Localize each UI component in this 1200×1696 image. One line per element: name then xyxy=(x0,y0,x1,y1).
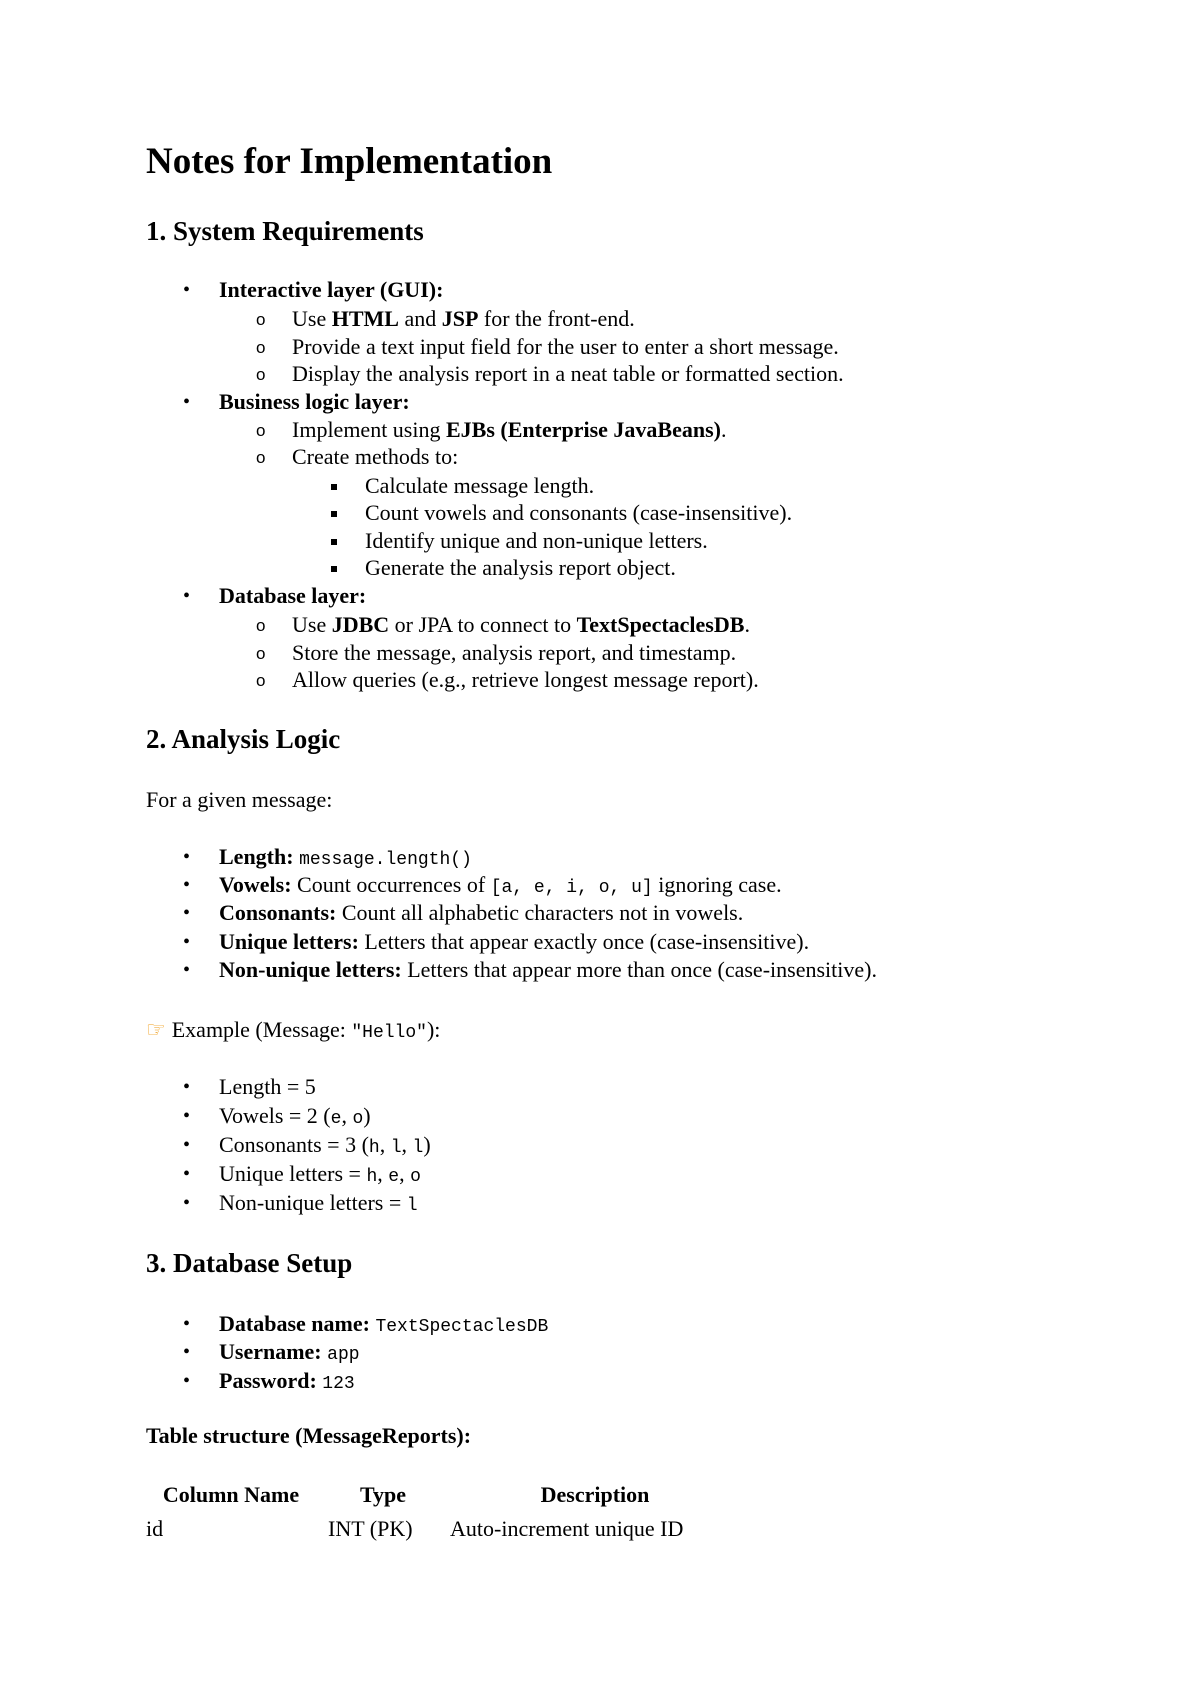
list-item-method-report: Generate the analysis report object. xyxy=(365,555,676,580)
list-item-gui: • Interactive layer (GUI): xyxy=(219,276,443,304)
list-item-method-vowels: Count vowels and consonants (case-insensitive). xyxy=(365,500,793,525)
list-item-biz-ejb: o Implement using EJBs (Enterprise JavaBeans). xyxy=(292,416,726,444)
example-unique: • Unique letters = h, e, o xyxy=(219,1160,421,1191)
list-item-unique-letters: • Unique letters: Letters that appear exactly once (case-insensitive). xyxy=(219,928,809,956)
list-item-consonants: • Consonants: Count all alphabetic characters not in vowels. xyxy=(219,899,743,927)
list-item-database-layer: • Database layer: xyxy=(219,582,366,610)
pointing-hand-icon: ☞ xyxy=(146,1018,166,1043)
example-length: • Length = 5 xyxy=(219,1073,316,1101)
example-heading: ☞ Example (Message: "Hello"): xyxy=(146,1017,441,1043)
list-item-gui-display: o Display the analysis report in a neat table or formatted section. xyxy=(292,360,844,388)
list-item-non-unique-letters: • Non-unique letters: Letters that appear more than once (case-insensitive). xyxy=(219,956,877,984)
list-item-username: • Username: app xyxy=(219,1338,360,1369)
section-heading-analysis-logic: 2. Analysis Logic xyxy=(146,724,341,754)
list-item-gui-html-jsp: o Use HTML and JSP for the front-end. xyxy=(292,305,635,333)
list-item-biz-methods: o Create methods to: xyxy=(292,443,458,471)
example-vowels: • Vowels = 2 (e, o) xyxy=(219,1102,371,1133)
list-item-length: • Length: message.length() xyxy=(219,843,472,874)
list-item-db-queries: o Allow queries (e.g., retrieve longest message report). xyxy=(292,666,759,694)
list-item-db-store: o Store the message, analysis report, and timestamp. xyxy=(292,639,736,667)
table-cell: id xyxy=(146,1516,164,1541)
message-reports-table xyxy=(140,1478,746,1546)
example-non-unique: • Non-unique letters = l xyxy=(219,1189,418,1220)
list-item-method-unique: Identify unique and non-unique letters. xyxy=(365,528,708,553)
column-header-type: Type xyxy=(359,1482,407,1507)
list-item-vowels: • Vowels: Count occurrences of [a, e, i, o, u] ignoring case. xyxy=(219,871,782,902)
table-cell: INT (PK) xyxy=(328,1516,413,1541)
analysis-intro: For a given message: xyxy=(146,787,333,812)
section-heading-database-setup: 3. Database Setup xyxy=(146,1248,353,1278)
page-title: Notes for Implementation xyxy=(146,141,553,182)
list-item-db-jdbc: o Use JDBC or JPA to connect to TextSpectaclesDB. xyxy=(292,611,750,639)
list-item-method-length: Calculate message length. xyxy=(365,473,595,498)
column-header-name: Column Name xyxy=(162,1482,300,1507)
table-cell: Auto-increment unique ID xyxy=(450,1516,684,1541)
table-row xyxy=(140,1512,746,1546)
list-item-db-name: • Database name: TextSpectaclesDB xyxy=(219,1310,548,1341)
list-item-business-logic: • Business logic layer: xyxy=(219,388,410,416)
example-consonants: • Consonants = 3 (h, l, l) xyxy=(219,1131,431,1162)
column-header-description: Description xyxy=(540,1482,650,1507)
table-caption: Table structure (MessageReports): xyxy=(146,1423,472,1448)
section-heading-system-requirements: 1. System Requirements xyxy=(146,216,424,246)
table-header-row xyxy=(140,1478,746,1512)
list-item-password: • Password: 123 xyxy=(219,1367,355,1398)
list-item-gui-input: o Provide a text input field for the user to enter a short message. xyxy=(292,333,839,361)
